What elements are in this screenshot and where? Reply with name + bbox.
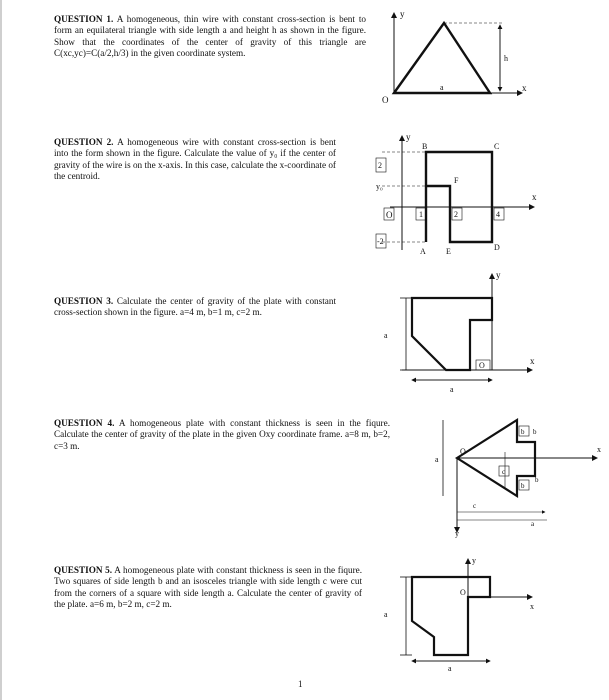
fig1-x-label: x [522, 83, 527, 93]
fig2-point-F: F [454, 176, 459, 185]
fig5-origin-label: O [460, 588, 466, 597]
fig2-xtick-2: 2 [454, 210, 458, 219]
question-4-number: QUESTION 4. [54, 418, 115, 428]
fig3-y-label: y [496, 270, 501, 280]
fig2-point-A: A [420, 247, 426, 256]
fig4-b-mid2: b [535, 476, 539, 484]
question-2-number: QUESTION 2. [54, 137, 114, 147]
figure-3-plate [372, 268, 542, 398]
plate5-outline [412, 577, 490, 655]
fig4-a-bottom: a [531, 520, 535, 528]
fig1-a-label: a [440, 83, 444, 92]
fig1-h-label: h [504, 54, 508, 63]
question-3-number: QUESTION 3. [54, 296, 114, 306]
fig2-y-label: y [406, 132, 411, 142]
question-1-text: A homogeneous, thin wire with constant cross-section is bent to form an equilateral triangle with side length a and height h as shown in the figure. Show that the coordinates of the center of gravity of this triangle are C(xc,yc)=C(a/2,h/3) in the given coordinate system. [54, 14, 366, 59]
question-5 [54, 565, 362, 611]
fig2-point-D: D [494, 243, 500, 252]
question-3-text: Calculate the center of gravity of the plate with constant cross-section shown in the figure. a=4 m, b=1 m, c=2 m. [54, 296, 337, 318]
fig5-a-left: a [384, 610, 388, 619]
wire-path [426, 152, 492, 242]
fig2-origin-label: O [386, 210, 393, 220]
question-5-number: QUESTION 5. [54, 565, 113, 575]
fig3-origin-label: O [479, 361, 485, 370]
fig1-y-label: y [400, 9, 405, 19]
question-1-number: QUESTION 1. [54, 14, 114, 24]
fig4-c-right: c [502, 468, 506, 476]
fig2-x-label: x [532, 192, 537, 202]
fig3-a-left: a [384, 331, 388, 340]
fig5-y-label: y [472, 556, 476, 565]
fig4-b-mid: b [521, 482, 525, 490]
question-3 [54, 296, 336, 319]
question-4 [54, 418, 390, 452]
fig2-point-E: E [446, 247, 451, 256]
fig4-origin-label: O [460, 447, 466, 456]
figure-5-plate [372, 553, 542, 673]
fig2-ytick-y0: y₀ [376, 182, 383, 191]
fig2-xtick-1: 1 [419, 210, 423, 219]
figure-4-plate [427, 412, 607, 542]
question-2-text: A homogeneous wire with constant cross-section is bent into the form shown in the figure. Calculate the value of y₀ if the center of gravity of the wire is on the x-axis. In this case, calculate the x-coordinate of the centroid. [54, 137, 336, 182]
fig4-b-top: b [521, 428, 525, 436]
fig4-x-label: x [597, 445, 601, 454]
question-2 [54, 137, 336, 183]
fig5-x-label: x [530, 602, 534, 611]
question-5-text: A homogeneous plate with constant thickness is seen in the fiqure. Two squares of side length b and an isosceles triangle with side length c were cut from the corners of a square with side length a. Calculate the center of gravity of the plate. a=6 m, b=2 m, c=2 m. [54, 565, 362, 610]
fig2-xtick-4: 4 [496, 210, 500, 219]
fig1-origin-label: O [382, 95, 389, 105]
fig2-ytick-2: 2 [378, 161, 382, 170]
fig4-y-label: y [455, 529, 459, 538]
plate-outline [412, 298, 492, 370]
fig2-ytick-neg2: -2 [377, 237, 384, 246]
fig4-a-left: a [435, 455, 439, 464]
figure-2-wire [362, 130, 542, 260]
fig5-a-bottom: a [448, 664, 452, 673]
fig4-b-top2: b [533, 428, 537, 436]
question-4-text: A homogeneous plate with constant thickness is seen in the fiqure. Calculate the center of gravity of the plate in the given Oxy coordinate frame. a=8 m, b=2, c=3 m. [54, 418, 390, 451]
fig3-x-label: x [530, 356, 535, 366]
fig2-point-B: B [422, 142, 428, 151]
figure-1-triangle [372, 5, 532, 110]
fig2-point-C: C [494, 142, 500, 151]
fig3-a-bottom: a [450, 385, 454, 394]
question-1 [54, 14, 366, 60]
fig4-c-bottom: c [473, 502, 477, 510]
page-number: 1 [298, 679, 303, 689]
